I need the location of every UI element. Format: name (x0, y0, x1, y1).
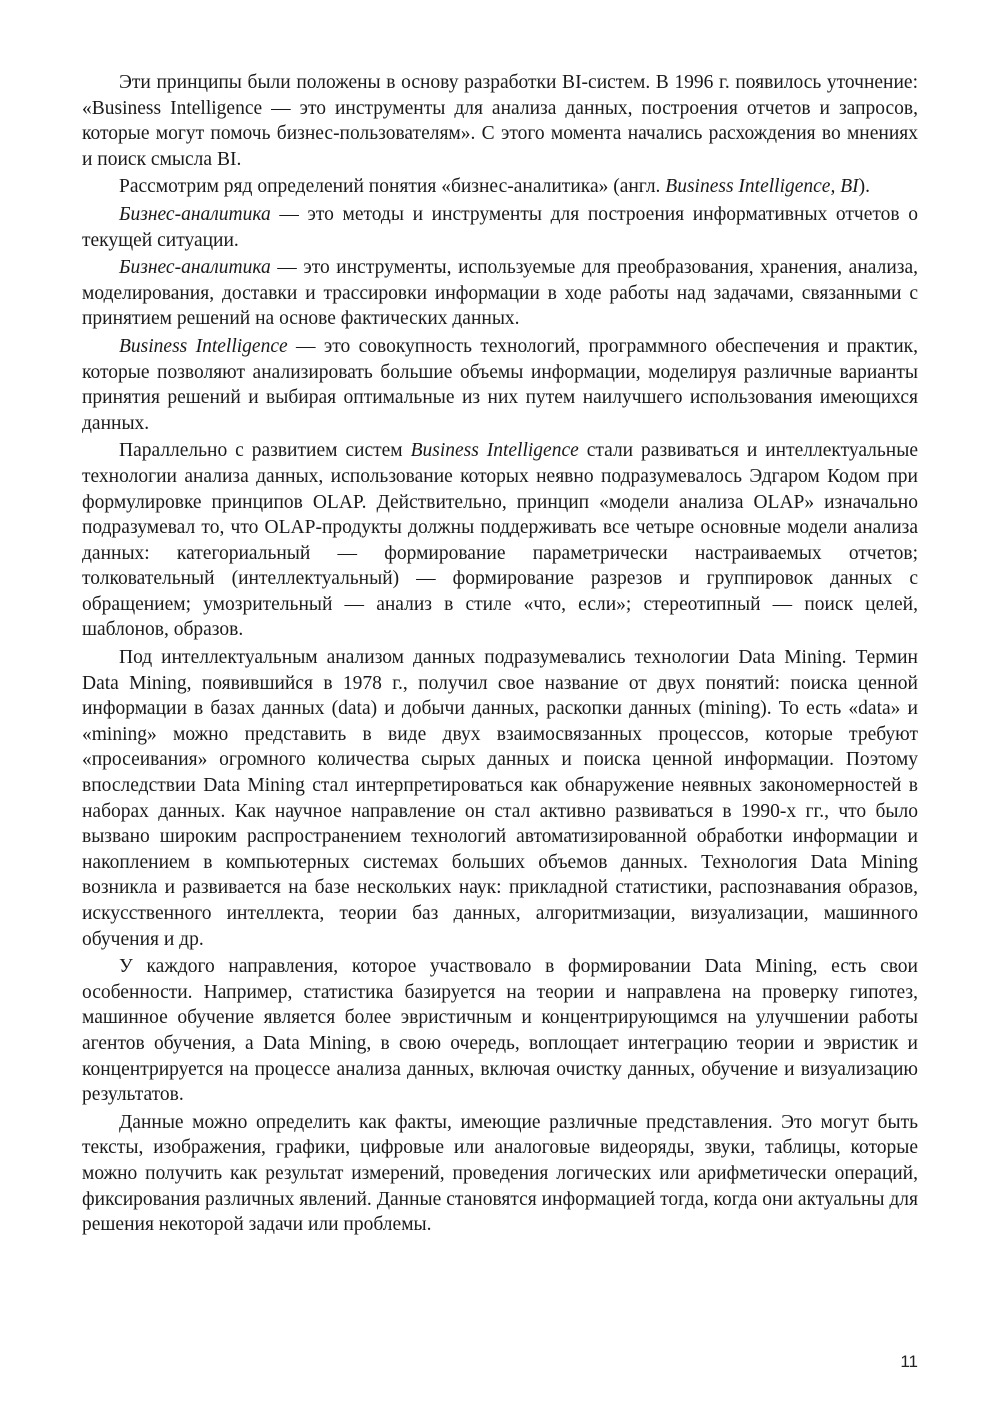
italic-term: Business Intelligence (410, 440, 579, 462)
text-run: — это совокупность технологий, программного обеспечения и практик, которые позволяют анализировать большие объемы информации, моделируя различные варианты принятия решений и выбирая оптимальные из них путем наилучшего использования имеющихся данных. (82, 335, 918, 434)
italic-term: Бизнес-аналитика (119, 203, 271, 225)
text-run: — это методы и инструменты для построения информативных отчетов о текущей ситуации. (82, 203, 918, 251)
text-run: Рассмотрим ряд определений понятия «бизнес-аналитика» (англ. (119, 176, 666, 198)
paragraph-data-mining: Под интеллектуальным анализом данных подразумевались технологии Data Mining. Термин Data Mining, появившийся в 1978 г., получил свое название от двух понятий: поиска ценной информации в базах данных (data) и добычи данных, раскопки данных (mining). То есть «data» и «mining» можно представить в виде двух взаимосвязанных процессов, которые требуют «просеивания» огромного количества сырых данных и поиска ценной информации. Поэтому впоследствии Data Mining стал интерпретироваться как обнаружение неявных закономерностей в наборах данных. Как научное направление он стал активно развиваться в 1990-х гг., что было вызвано широким распространением технологий автоматизированной обработки информации и накоплением в компьютерных системах больших объемов данных. Технология Data Mining возникла и развивается на базе нескольких наук: прикладной статистики, распознавания образов, искусственного интеллекта, теории баз данных, алгоритмизации, визуализации, машинного обучения и др. (82, 647, 918, 950)
paragraph-data-definition: Данные можно определить как факты, имеющие различные представления. Это могут быть тексты, изображения, графики, цифровые или аналоговые видеоряды, звуки, таблицы, которые можно получить как результат измерений, проведения логических или арифметически операций, фиксирования различных явлений. Данные становятся информацией тогда, когда они актуальны для решения некоторой задачи или проблемы. (82, 1111, 918, 1236)
text-run: стали развиваться и интеллектуальные технологии анализа данных, использование которых неявно подразумевалось Эдгаром Кодом при формулировке принципов OLAP. Действительно, принцип «модели анализа OLAP» изначально подразумевал то, что OLAP-продукты должны поддерживать все четыре основные модели анализа данных: категориальный — формирование параметрически настраиваемых отчетов; толковательный (интеллектуальный) — формирование разрезов и группировок данных с обращением; умозрительный — анализ в стиле «что, если»; стереотипный — поиск целей, шаблонов, образов. (82, 440, 918, 641)
italic-term: Business Intelligence (119, 335, 288, 357)
body-text (82, 70, 918, 1238)
italic-term: Бизнес-аналитика (119, 257, 271, 279)
italic-term: Business Intelligence, BI (665, 176, 859, 198)
text-run: ). (858, 176, 870, 198)
paragraph-bi-origins: Эти принципы были положены в основу разработки BI-систем. В 1996 г. появилось уточнение: «Business Intelligence — это инструменты для анализа данных, построения отчетов и запросов, которые могут помочь бизнес-пользователям». С этого момента начались расхождения во мнениях и поиск смысла BI. (82, 72, 918, 170)
paragraph-definition-3 (82, 334, 918, 436)
paragraph-definitions-intro (82, 174, 918, 200)
page-number: 11 (900, 1352, 918, 1371)
text-run: — это инструменты, используемые для преобразования, хранения, анализа, моделирования, доставки и трассировки информации в ходе работы над задачами, связанными с принятием решений на основе фактических данных. (82, 257, 918, 330)
paragraph-directions: У каждого направления, которое участвовало в формировании Data Mining, есть свои особенности. Например, статистика базируется на теории и направлена на проверку гипотез, машинное обучение является более эвристичным и концентрирующимся на улучшении работы агентов обучения, а Data Mining, в свою очередь, воплощает интеграцию теории и эвристик и концентрируется на процессе анализа данных, включая очистку данных, обучение и визуализацию результатов. (82, 956, 918, 1106)
paragraph-olap (82, 438, 918, 643)
paragraph-definition-1 (82, 202, 918, 253)
paragraph-definition-2 (82, 255, 918, 332)
text-run: Параллельно с развитием систем (119, 440, 411, 462)
